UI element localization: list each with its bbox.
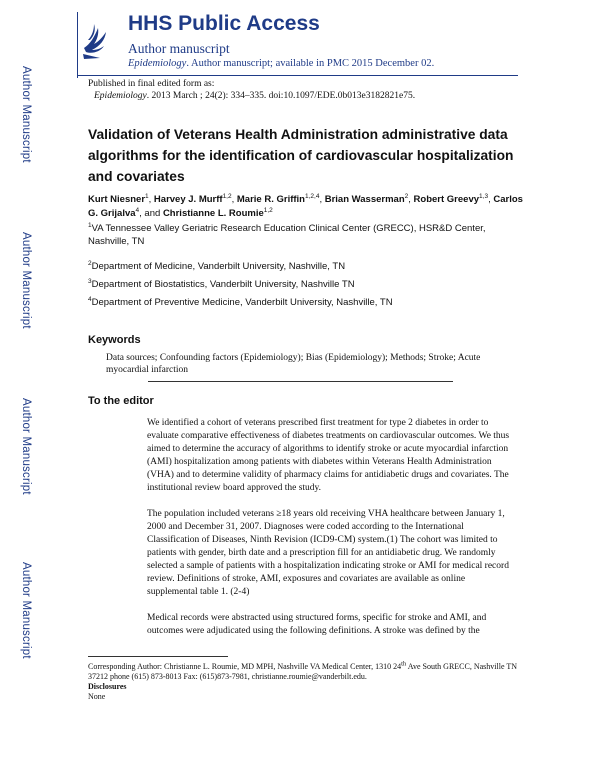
- author-name: Harvey J. Murff: [153, 194, 223, 205]
- side-label-author-manuscript: Author Manuscript: [20, 398, 32, 495]
- body-paragraph: The population included veterans ≥18 years old receiving VHA healthcare between January 1, 2000 and December 31, 2007. Diagnoses were coded according to the International Classification of Diseases, Ninth Revision (ICD9-CM) system.(1) The cohort was limited to patients with gender, birth date and a prescription fill for an antidiabetic drug. We randomly selected a sample of patients with a hospitalization indicating stroke or AMI for medical record review. Definitions of stroke, AMI, exposures and covariates are available as online supplemental table 1. (2-4): [147, 509, 509, 597]
- header-rule: [78, 75, 518, 76]
- affiliation: [88, 296, 528, 309]
- hhs-title: HHS Public Access: [128, 12, 320, 35]
- side-label-author-manuscript: Author Manuscript: [20, 562, 32, 659]
- corresponding-sup: th: [401, 660, 407, 668]
- affiliation: [88, 222, 528, 248]
- affiliation: [88, 278, 528, 291]
- affiliation: [88, 260, 528, 273]
- body-paragraph: We identified a cohort of veterans prescribed first treatment for type 2 diabetes in order to evaluate comparative effectiveness of diabetes treatments on cardiovascular outcomes. We thus aimed to determine the accuracy of algorithms to identify stroke or acute myocardial infarction (AMI) hospitalization among patients with diabetes within Veterans Health Administration (VHA) and to determine validity of pharmacy claims for antidiabetic drugs and covariates. The institutional review board approved the study.: [147, 418, 510, 493]
- author-affiliation-marker: 1: [145, 192, 149, 200]
- availability-text: . Author manuscript; available in PMC 2015 December 02.: [186, 58, 435, 69]
- author-affiliation-marker: 4: [135, 206, 140, 214]
- affiliation-text: Department of Biostatistics, Vanderbilt University, Nashville TN: [91, 279, 355, 290]
- citation-details: . 2013 March ; 24(2): 334–335. doi:10.1097/EDE.0b013e3182821e75.: [146, 91, 416, 101]
- corresponding-author: [88, 662, 528, 682]
- citation-journal: Epidemiology: [94, 91, 147, 101]
- author-separator: ,: [488, 194, 494, 205]
- corresponding-text-a: Corresponding Author: Christianne L. Roumie, MD MPH, Nashville VA Medical Center, 1310 24: [88, 662, 402, 671]
- published-label: Published in final edited form as:: [88, 79, 215, 89]
- author-name: Christianne L. Roumie: [162, 208, 264, 219]
- footnote: [88, 662, 528, 702]
- author-separator: ,: [148, 194, 154, 205]
- affiliation-text: Department of Medicine, Vanderbilt University, Nashville, TN: [91, 261, 346, 272]
- author-name: Kurt Niesner: [88, 194, 146, 205]
- author-separator: ,: [231, 194, 237, 205]
- affiliation-marker: 3: [88, 277, 92, 285]
- author-affiliation-marker: 1,2,4: [304, 192, 320, 200]
- publication-info: [88, 78, 415, 102]
- disclosures-label: Disclosures: [88, 682, 127, 691]
- disclosures-text: None: [88, 692, 106, 701]
- author-name: Brian Wasserman: [324, 194, 405, 205]
- author-list: [88, 193, 528, 221]
- header-divider: [77, 12, 78, 78]
- hhs-eagle-logo-icon: [80, 18, 110, 62]
- side-label-author-manuscript: Author Manuscript: [20, 66, 32, 163]
- footnote-divider: [88, 656, 228, 657]
- corresponding-text-b: Ave South GRECC, Nashville TN 37212 phone (615) 873-8013 Fax: (615)873-7981, christianne.roumie@vanderbilt.edu.: [88, 662, 518, 681]
- author-manuscript-label: Author manuscript: [128, 41, 230, 56]
- author-name: Robert Greevy: [413, 194, 480, 205]
- author-affiliation-marker: 2: [404, 192, 409, 200]
- section-heading: To the editor: [88, 395, 154, 407]
- author-affiliation-marker: 1,2: [263, 206, 273, 214]
- keywords-heading: Keywords: [88, 334, 141, 346]
- author-affiliation-marker: 1,2: [222, 192, 232, 200]
- affiliation-text: VA Tennessee Valley Geriatric Research Education Clinical Center (GRECC), HSR&D Center, Nashville, TN: [88, 223, 486, 247]
- affiliation-marker: 1: [88, 221, 92, 229]
- author-separator: ,: [319, 194, 325, 205]
- keywords-text: Data sources; Confounding factors (Epidemiology); Bias (Epidemiology); Methods; Stroke; Acute myocardial infarction: [106, 353, 481, 375]
- author-name: Marie R. Griffin: [236, 194, 305, 205]
- author-separator: , and: [139, 208, 163, 219]
- article-title: Validation of Veterans Health Administration administrative data algorithms for the identification of cardiovascular hospitalization and covariates: [88, 127, 514, 184]
- author-affiliation-marker: 1,3: [479, 192, 489, 200]
- journal-availability: [128, 58, 434, 69]
- citation: [88, 90, 415, 102]
- body-paragraph: Medical records were abstracted using structured forms, specific for stroke and AMI, and outcomes were adjudicated using the following definitions. A stroke was defined by the: [147, 613, 487, 636]
- affiliation-text: Department of Preventive Medicine, Vanderbilt University, Nashville, TN: [91, 297, 393, 308]
- affiliation-marker: 4: [88, 295, 92, 303]
- affiliation-marker: 2: [88, 259, 92, 267]
- keywords-divider: [148, 381, 453, 382]
- author-name: Carlos G. Grijalva: [88, 194, 523, 219]
- journal-name: Epidemiology: [128, 58, 187, 69]
- author-separator: ,: [408, 194, 414, 205]
- side-label-author-manuscript: Author Manuscript: [20, 232, 32, 329]
